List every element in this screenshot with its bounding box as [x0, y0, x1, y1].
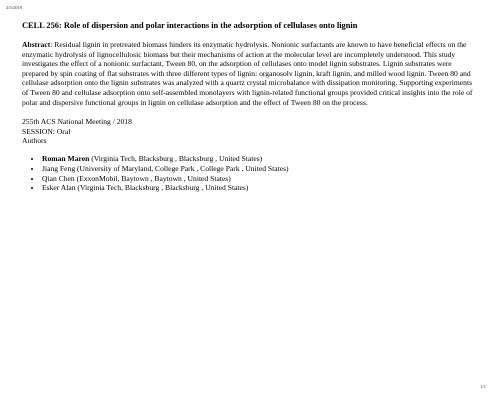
- print-date: 2/5/2019: [6, 5, 23, 10]
- meeting-info: [22, 117, 480, 146]
- paper-title: CELL 256: Role of dispersion and polar interactions in the adsorption of cellulases onto lignin: [22, 21, 358, 30]
- page-number: 1/1: [480, 384, 486, 389]
- author-name: Esker Alan: [42, 183, 76, 193]
- abstract-label: Abstract: [22, 40, 51, 49]
- abstract-text: : Residual lignin in pretreated biomass hinders its enzymatic hydrolysis. Nonionic surfactants are known to have beneficial effects on the enzymatic hydrolysis of lignocellulosic biomass but their mechanisms of action at the molecular level are incompletely understood. This study investigates the effect of a nonionic surfactant, Tween 80, on the adsorption of cellulases onto model lignin substrates. Lignin substrates were prepared by spin coating of flat substrates with three different types of lignin: organosolv lignin, kraft lignin, and milled wood lignin. Tween 80 and cellulase adsorption onto the lignin substrates was analyzed with a quartz crystal microbalance with dissipation monitoring. Supporting experiments of Tween 80 and cellulase adsorption onto self-assembled monolayers with lignin-related functional groups provided critical insights into the role of polar and dispersive functional groups in lignin on cellulase adsorption and the effect of Tween 80 on the process.: [22, 40, 473, 107]
- author-item: [42, 183, 480, 193]
- author-affiliation: (Virginia Tech, Blacksburg , Blacksburg , United States): [75, 183, 249, 193]
- author-affiliation: (Virginia Tech, Blacksburg , Blacksburg , United States): [89, 153, 263, 163]
- session-info: SESSION: Oral: [22, 126, 71, 136]
- authors-heading: Authors: [22, 136, 47, 146]
- meeting-name: 255th ACS National Meeting / 2018: [22, 117, 132, 127]
- author-name: Qian Chen: [42, 173, 75, 183]
- author-item: [42, 164, 480, 174]
- author-name: Roman Maren: [42, 153, 90, 163]
- author-affiliation: (ExxonMobil, Baytown , Baytown , United States): [74, 173, 231, 183]
- author-name: Jiang Feng: [42, 163, 76, 173]
- author-item: [42, 154, 480, 164]
- document-body: [22, 20, 480, 193]
- author-item: [42, 174, 480, 184]
- author-list: [22, 154, 480, 193]
- abstract-paragraph: [22, 40, 480, 107]
- author-affiliation: (University of Maryland, College Park , College Park , United States): [75, 163, 289, 173]
